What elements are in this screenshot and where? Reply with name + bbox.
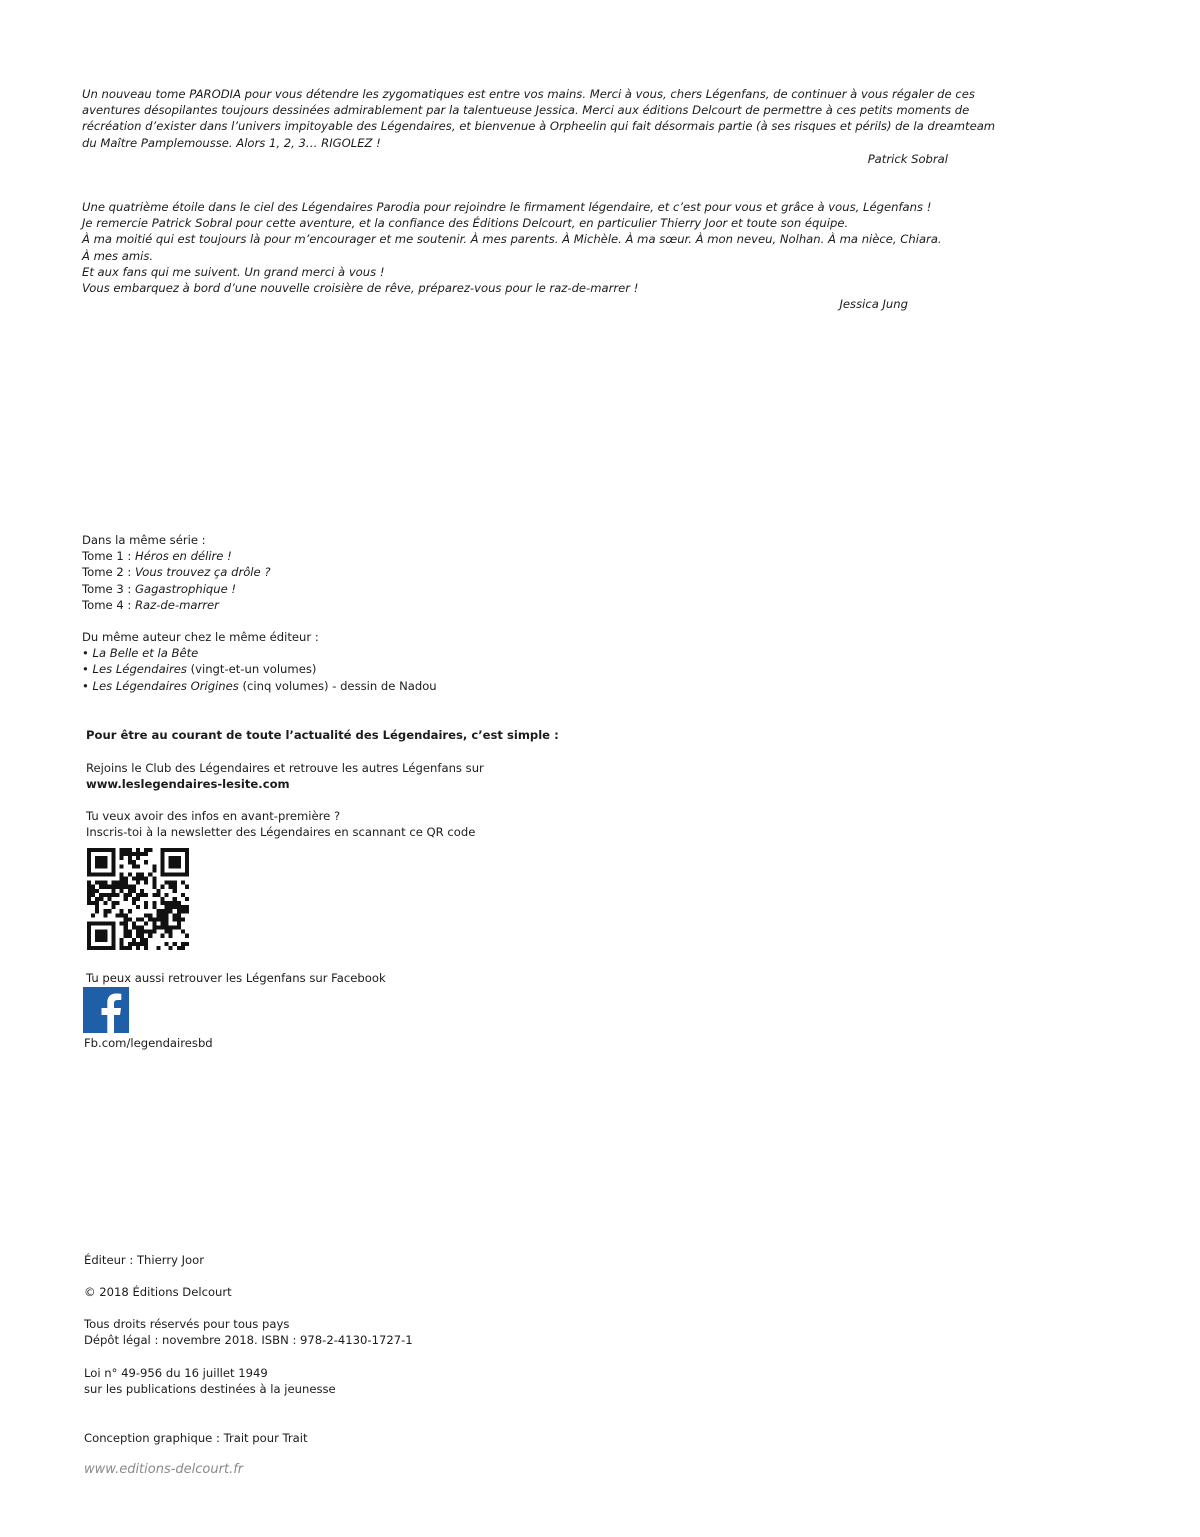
signature-sobral: Patrick Sobral (867, 151, 948, 166)
list-item: • La Belle et la Bête (82, 646, 199, 661)
dedication-line: Je remercie Patrick Sobral pour cette aventure, et la confiance des Éditions Delcourt, en particulier Thierry Joor et toute son équipe. (82, 216, 849, 231)
dedication-line: Vous embarquez à bord d’une nouvelle croisière de rêve, préparez-vous pour le raz-de-marrer ! (82, 281, 639, 296)
deposit-text: Dépôt légal : novembre 2018. ISBN : 978-2-4130-1727-1 (84, 1333, 413, 1348)
dedication-line: Un nouveau tome PARODIA pour vous détendre les zygomatiques est entre vos mains. Merci à vous, chers Légenfans, de continuer à vous régaler de ces (82, 87, 975, 101)
law-line: sur les publications destinées à la jeunesse (84, 1382, 336, 1397)
series-heading: Dans la même série : (82, 533, 206, 547)
dedication-jung (82, 199, 942, 312)
legal-design: Conception graphique : Trait pour Trait (84, 1431, 308, 1445)
legal-rights (84, 1316, 413, 1348)
publisher-website[interactable]: www.editions-delcourt.fr (84, 1462, 244, 1477)
club-join (86, 760, 484, 792)
facebook-link[interactable]: Fb.com/legendairesbd (84, 1036, 213, 1050)
legal-law (84, 1365, 336, 1397)
same-author-heading: Du même auteur chez le même éditeur : (82, 630, 319, 644)
dedication-line: du Maître Pamplemousse. Alors 1, 2, 3… RIGOLEZ ! (82, 135, 381, 150)
legal-copyright: © 2018 Éditions Delcourt (84, 1285, 232, 1299)
newsletter-question: Tu veux avoir des infos en avant-première ? (86, 809, 341, 823)
newsletter-text: Inscris-toi à la newsletter des Légendaires en scannant ce QR code (86, 825, 476, 840)
dedication-sobral (82, 86, 996, 167)
newsletter-info (86, 808, 475, 840)
same-author-list (82, 629, 437, 694)
series-list (82, 532, 271, 613)
list-item: Tome 1 : Héros en délire ! (82, 549, 232, 564)
dedication-line: À ma moitié qui est toujours là pour m’encourager et me soutenir. À mes parents. À Michèle. À ma sœur. À mon neveu, Nolhan. À ma nièce, Chiara. (82, 232, 942, 247)
qr-code-icon[interactable] (87, 848, 189, 950)
club-site-link[interactable]: www.leslegendaires-lesite.com (86, 777, 290, 792)
law-line: Loi n° 49-956 du 16 juillet 1949 (84, 1366, 268, 1380)
facebook-icon[interactable] (83, 987, 129, 1033)
dedication-line: récréation d’exister dans l’univers impitoyable des Légendaires, et bienvenue à Orpheelin qui fait désormais partie (à ses risques et périls) de la dreamteam (82, 119, 996, 134)
legal-editor: Éditeur : Thierry Joor (84, 1253, 205, 1267)
club-join-text: Rejoins le Club des Légendaires et retrouve les autres Légenfans sur (86, 761, 484, 775)
dedication-line: Et aux fans qui me suivent. Un grand merci à vous ! (82, 264, 385, 279)
dedication-line: aventures désopilantes toujours dessinées admirablement par la talentueuse Jessica. Merci aux éditions Delcourt de permettre à ces petits moments de (82, 103, 970, 118)
list-item: Tome 2 : Vous trouvez ça drôle ? (82, 565, 271, 580)
list-item: • Les Légendaires (vingt-et-un volumes) (82, 662, 317, 677)
list-item: Tome 3 : Gagastrophique ! (82, 581, 237, 596)
dedication-line: Une quatrième étoile dans le ciel des Légendaires Parodia pour rejoindre le firmament légendaire, et c’est pour vous et grâce à vous, Légenfans ! (82, 200, 932, 214)
rights-text: Tous droits réservés pour tous pays (84, 1317, 290, 1331)
club-heading: Pour être au courant de toute l’actualité des Légendaires, c’est simple : (86, 728, 559, 742)
dedication-line: À mes amis. (82, 248, 154, 263)
list-item: Tome 4 : Raz-de-marrer (82, 597, 219, 612)
list-item: • Les Légendaires Origines (cinq volumes) - dessin de Nadou (82, 678, 437, 693)
facebook-text: Tu peux aussi retrouver les Légenfans sur Facebook (86, 971, 386, 985)
signature-jung: Jessica Jung (839, 297, 908, 312)
